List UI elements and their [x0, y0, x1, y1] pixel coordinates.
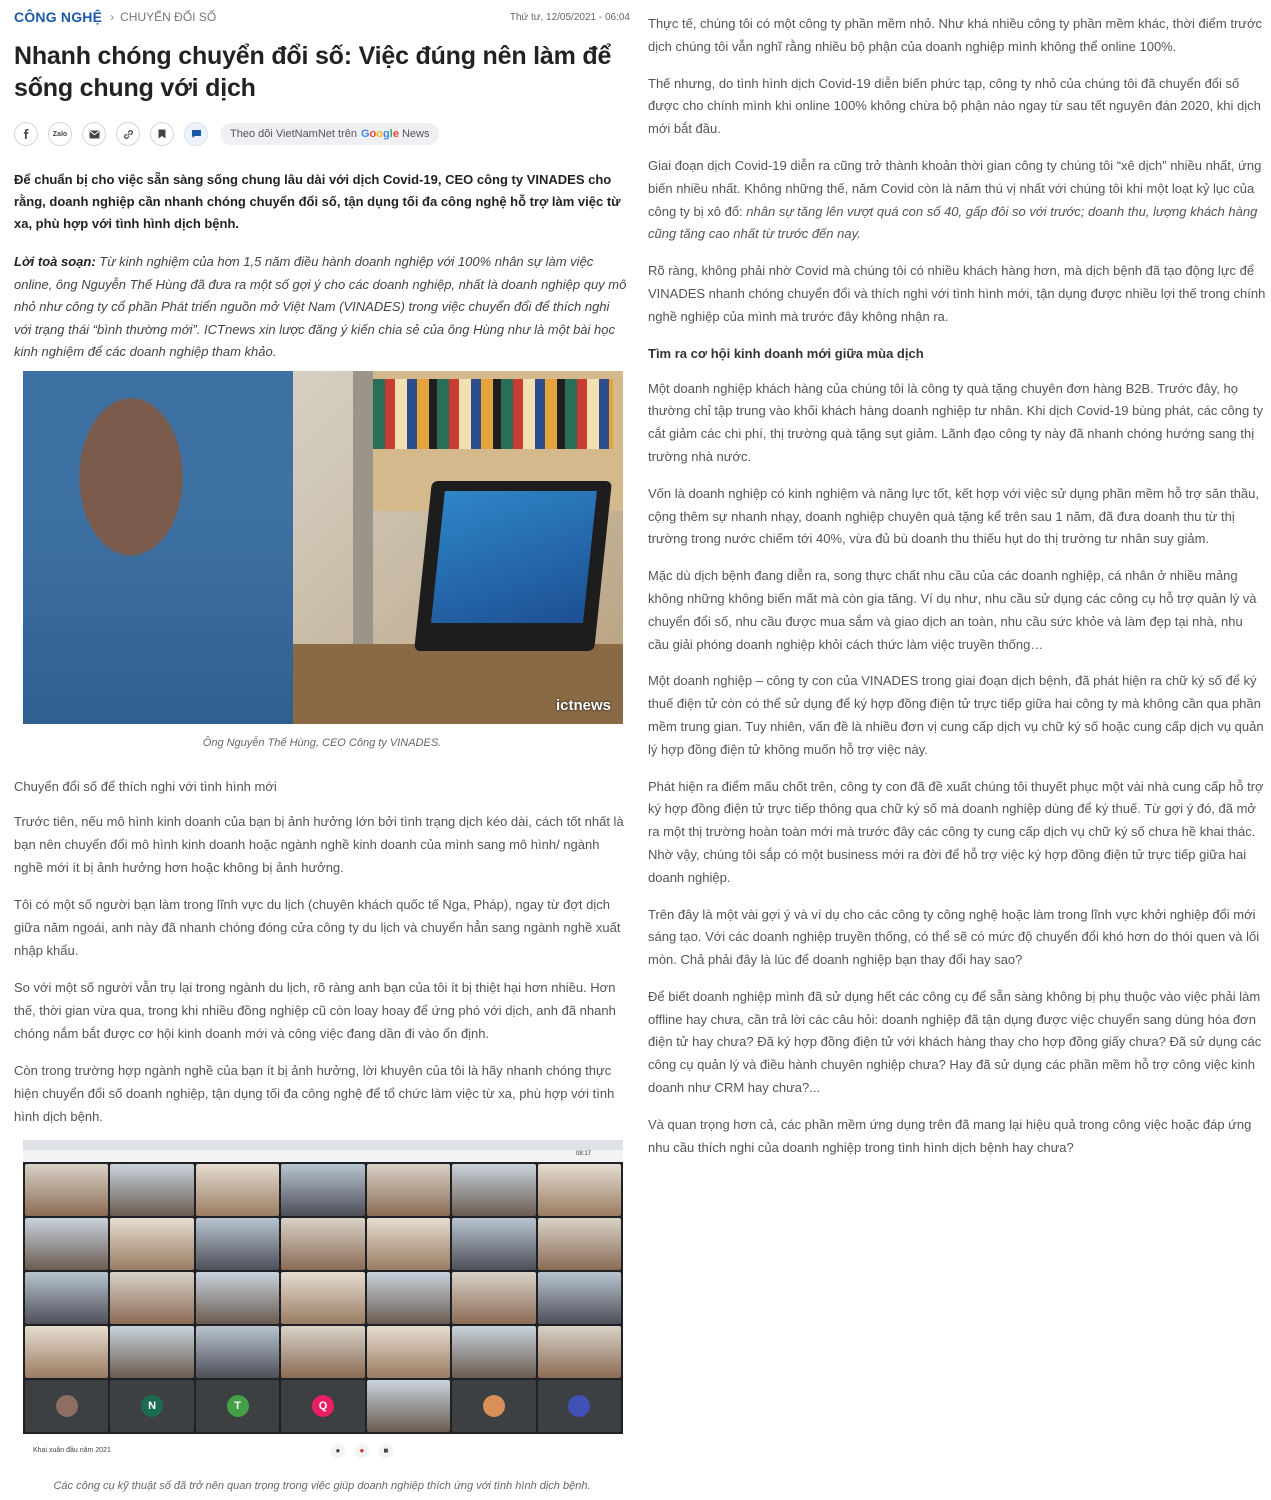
meeting-name: Khai xuân đầu năm 2021	[33, 1447, 111, 1454]
participant-tile	[367, 1380, 450, 1432]
avatar	[568, 1395, 590, 1417]
article-lead: Để chuẩn bị cho việc sẵn sàng sống chung lâu dài với dịch Covid-19, CEO công ty VINADES cho rằng, doanh nghiệp cần nhanh chóng chuyển đổi số, tận dụng tối đa công nghệ hỗ trợ làm việc từ xa, phù hợp với tình hình dịch bệnh.	[14, 172, 621, 231]
avatar: Q	[312, 1395, 334, 1417]
paragraph: Phát hiện ra điểm mấu chốt trên, công ty con đã đề xuất chúng tôi thuyết phục một vài nhà cung cấp hỗ trợ ký hợp đồng điện tử trực tiếp thông qua chữ ký số mà doanh nghiệp dùng để ký thuế. Từ gợi ý đó, đã mở ra một thị trường hoàn toàn mới mà trước đây các công ty cung cấp dịch vụ chữ ký số chưa hề khai thác. Nhờ vậy, chúng tôi sắp có một business mới ra đời để hỗ trợ việc ký hợp đồng điện tử trực tiếp giữa hai doanh nghiệp.	[648, 778, 1264, 885]
article-left-column	[14, 0, 630, 1492]
zalo-label: Zalo	[52, 130, 68, 138]
article-right-column	[648, 0, 1266, 1173]
paragraph: Một doanh nghiệp khách hàng của chúng tôi là công ty quà tặng chuyên đơn hàng B2B. Trước đây, họ thường chỉ tập trung vào khối khách hàng doanh nghiệp tư nhân. Khi dịch Covid-19 bùng phát, các công ty cắt giảm các chi phí, thị trường quà tặng sụt giảm. Lãnh đạo công ty này đã nhanh chóng hướng sang thị trường nhà nước.	[648, 380, 1263, 464]
editor-text: Từ kinh nghiệm của hơn 1,5 năm điều hành doanh nghiệp với 100% nhân sự làm việc online, ông Nguyễn Thế Hùng đã đưa ra một số gợi ý cho các doanh nghiệp, nhất là doanh nghiệp quy mô nhỏ như công ty cổ phần Phát triển nguồn mở Việt Nam (VINADES) trong việc chuyển đổi để thích nghi với trạng thái “bình thường mới”. ICTnews xin lược đăng ý kiến chia sẻ của ông Hùng như là một bài học kinh nghiệm để các doanh nghiệp tham khảo.	[14, 254, 627, 359]
paragraph: Rõ ràng, không phải nhờ Covid mà chúng tôi có nhiều khách hàng hơn, mà dịch bệnh đã tạo động lực để VINADES nhanh chóng chuyển đổi và thích nghi với tình hình mới, tận dụng được nhiều lợi thế trong chính nghề nghiệp của mình mà trước đây không nhận ra.	[648, 263, 1266, 324]
participant-tile	[25, 1218, 108, 1270]
editor-label: Lời toà soạn:	[14, 254, 96, 269]
participant-tile	[196, 1272, 279, 1324]
meeting-buttons	[331, 1444, 393, 1458]
paragraph: Còn trong trường hợp ngành nghề của bạn ít bị ảnh hưởng, lời khuyên của tôi là hãy nhanh chóng thực hiện chuyển đổi số doanh nghiệp, tận dụng tối đa công nghệ để tổ chức làm việc từ xa, phù hợp với tình hình dịch bệnh.	[14, 1063, 615, 1124]
google-logo: Google	[360, 128, 399, 140]
paragraph	[648, 155, 1266, 246]
paragraph: Tôi có một số người bạn làm trong lĩnh vực du lịch (chuyên khách quốc tế Nga, Pháp), ngay từ đợt dịch giữa năm ngoái, anh này đã nhanh chóng đóng cửa công ty du lịch và chuyển hẳn sang ngành nghề xuất nhập khẩu.	[14, 897, 621, 958]
participant-tile	[25, 1326, 108, 1378]
participant-tile	[110, 1164, 193, 1216]
participant-tile	[452, 1164, 535, 1216]
participant-tile	[452, 1218, 535, 1270]
comment-icon[interactable]	[184, 122, 208, 146]
participant-tile	[367, 1164, 450, 1216]
participant-tile	[281, 1272, 364, 1324]
mic-icon[interactable]: ●	[331, 1444, 345, 1458]
books	[373, 379, 613, 449]
paragraph: Vốn là doanh nghiệp có kinh nghiệm và năng lực tốt, kết hợp với việc sử dụng phần mềm hỗ trợ săn thầu, cộng thêm sự nhanh nhạy, doanh nghiệp chuyên quà tặng kể trên sau 1 năm, đã đưa doanh thu từ thị trường trong nước chiếm tới 40%, vừa đủ bù doanh thu thiếu hụt do thị trường tư nhân suy giảm.	[648, 485, 1260, 547]
participant-tile	[367, 1272, 450, 1324]
participant-tile	[281, 1380, 364, 1432]
chevron-right-icon: ›	[110, 10, 115, 24]
photo-caption: Các công cụ kỹ thuật số đã trở nên quan trọng trong việc giúp doanh nghiệp thích ứng với tình hình dịch bệnh.	[53, 1480, 591, 1492]
participant-tile	[367, 1218, 450, 1270]
ceo-photo	[23, 371, 623, 724]
article-title: Nhanh chóng chuyển đổi số: Việc đúng nên làm để sống chung với dịch	[14, 42, 612, 102]
video-meeting-screenshot	[23, 1140, 623, 1467]
section-heading: Chuyển đổi số để thích nghi với tình hình mới	[14, 779, 277, 794]
category-link[interactable]: CÔNG NGHỆ	[14, 9, 103, 25]
article-body-left	[14, 775, 630, 1142]
participant-tile	[538, 1272, 621, 1324]
participant-tile	[452, 1272, 535, 1324]
participant-tile	[25, 1164, 108, 1216]
photo-caption: Ông Nguyễn Thế Hùng, CEO Công ty VINADES.	[202, 737, 442, 749]
editor-note	[14, 251, 630, 364]
paragraph: Trên đây là một vài gợi ý và ví dụ cho các công ty công nghệ hoặc làm trong lĩnh vực khởi nghiệp đổi mới sáng tạo. Với các doanh nghiệp truyền thống, có thể sẽ có mức độ chuyển đổi khó hơn do thói quen và lối mòn. Chả phải đây là lúc để doanh nghiệp bạn thay đổi hay sao?	[648, 906, 1260, 968]
participant-tile	[196, 1218, 279, 1270]
follow-google-news-button[interactable]	[220, 123, 439, 145]
participant-tile	[281, 1164, 364, 1216]
participant-tile	[452, 1326, 535, 1378]
laptop-screen	[431, 491, 597, 623]
paragraph: Thực tế, chúng tôi có một công ty phần mềm nhỏ. Như khá nhiều công ty phần mềm khác, thời điểm trước dịch chúng tôi vẫn nghĩ rằng nhiều bộ phận của doanh nghiệp mình không thể online 100%.	[648, 16, 1263, 54]
participant-tile	[538, 1164, 621, 1216]
participant-tile	[538, 1380, 621, 1432]
laptop	[414, 481, 612, 651]
avatar: N	[141, 1395, 163, 1417]
paragraph: Mặc dù dịch bệnh đang diễn ra, song thực chất nhu cầu của các doanh nghiệp, cá nhân ở nhiều mảng không những không biến mất mà còn gia tăng. Ví dụ như, nhu cầu sử dụng các công cụ hỗ trợ quản lý và chuyển đổi số, nhu cầu được mua sắm và giao dịch an toàn, nhu cầu sức khỏe và làm đẹp tại nhà, nhu cầu giải phóng doanh nghiệp khỏi cách thức làm việc truyền thống…	[648, 568, 1257, 652]
ictnews-watermark: ictnews	[555, 697, 611, 714]
avatar: T	[227, 1395, 249, 1417]
browser-chrome	[23, 1140, 623, 1162]
share-bar	[14, 120, 630, 148]
participant-tile	[281, 1218, 364, 1270]
camera-icon[interactable]: ■	[379, 1444, 393, 1458]
participant-tile	[196, 1380, 279, 1432]
hangup-icon[interactable]: ●	[355, 1444, 369, 1458]
participant-tile	[110, 1326, 193, 1378]
participant-tile	[196, 1164, 279, 1216]
paragraph: Một doanh nghiệp – công ty con của VINADES trong giai đoạn dịch bệnh, đã phát hiện ra chữ ký số để ký thuế điện tử còn có thể sử dụng để ký hợp đồng điện tử trực tiếp giữa hai công ty mà không cần qua phần mềm trung gian. Tuy nhiên, vấn đề là nhiều đơn vị cung cấp dịch vụ chữ ký số hoặc cung cấp dịch vụ quản lý hợp đồng điện tử không muốn hỗ trợ việc này.	[648, 673, 1264, 757]
participant-tile	[196, 1326, 279, 1378]
meeting-clock: 08:17	[575, 1151, 591, 1157]
participant-tile	[452, 1380, 535, 1432]
breadcrumb	[14, 0, 630, 34]
avatar	[56, 1395, 78, 1417]
paragraph: So với một số người vẫn trụ lại trong ngành du lịch, rõ ràng anh bạn của tôi ít bị thiệt hại hơn nhiều. Hơn thế, thời gian vừa qua, trong khi nhiều đồng nghiệp cũ còn loay hoay để ứng phó với dịch, anh đã nhanh chóng nắm bắt được cơ hội kinh doanh mới và công việc đang dần đi vào ổn định.	[14, 980, 616, 1041]
participant-grid	[23, 1162, 623, 1434]
participant-tile	[25, 1272, 108, 1324]
participant-tile	[367, 1326, 450, 1378]
zalo-icon[interactable]	[48, 122, 72, 146]
paragraph: Thế nhưng, do tình hình dịch Covid-19 diễn biến phức tạp, công ty nhỏ của chúng tôi đã chuyển đổi số được cho chính mình khi online 100% không chừa bộ phận nào ngay từ sau tết nguyên đán 2020, khi dịch mới bắt đầu.	[648, 75, 1261, 137]
bookmark-icon[interactable]	[150, 122, 174, 146]
browser-tabbar	[23, 1140, 623, 1150]
paragraph-text: Giai đoạn dịch Covid-19 diễn ra cũng trở thành khoản thời gian công ty chúng tôi “xê dịch” nhiều nhất, ứng biến nhiều nhất. Không những thế, năm Covid còn là năm thú vị nhất với chúng tôi khi một loạt kỷ lục của công ty bị xô đổ:	[648, 157, 1262, 219]
link-icon[interactable]	[116, 122, 140, 146]
follow-text: Theo dõi VietNamNet trên	[230, 128, 357, 140]
publish-date: Thứ tư, 12/05/2021 - 06:04	[509, 11, 630, 23]
participant-tile	[281, 1326, 364, 1378]
meeting-controls	[23, 1434, 623, 1467]
paragraph: Để biết doanh nghiệp mình đã sử dụng hết các công cụ để sẵn sàng không bị phụ thuộc vào việc phải làm offline hay chưa, cần trả lời các câu hỏi: doanh nghiệp đã tận dụng được việc chuyển sang dùng hóa đơn điện tử hay chưa? Đã ký hợp đồng điện tử với khách hàng thay cho hợp đồng giấy chưa? Đã sử dụng các công cụ quản lý và điều hành chuyên nghiệp chưa? Hay đã sử dụng các phần mềm hỗ trợ công việc kinh doanh như CRM hay chưa?...	[648, 988, 1262, 1096]
paragraph: Và quan trọng hơn cả, các phần mềm ứng dụng trên đã mang lại hiệu quả trong công việc hoặc đáp ứng nhu cầu thích nghi của doanh nghiệp trong tình hình dịch bệnh hay chưa?	[648, 1116, 1252, 1155]
person-silhouette	[23, 371, 293, 724]
participant-tile	[538, 1326, 621, 1378]
avatar	[483, 1395, 505, 1417]
news-label: News	[401, 128, 430, 140]
mail-icon[interactable]	[82, 122, 106, 146]
section-heading: Tìm ra cơ hội kinh doanh mới giữa mùa dịch	[648, 345, 924, 361]
paragraph: Trước tiên, nếu mô hình kinh doanh của bạn bị ảnh hưởng lớn bởi tình trạng dịch kéo dài, cách tốt nhất là bạn nên chuyển đổi mô hình kinh doanh hoặc ngành nghề kinh doanh của mình sang mô hình/ ngành nghề mới ít bị ảnh hưởng hơn hoặc không bị ảnh hưởng.	[14, 814, 624, 875]
paragraph-italic: nhân sự tăng lên vượt quá con số 40, gấp đôi so với trước; doanh thu, lượng khách hàng cũng tăng cao nhất từ trước đến nay.	[648, 203, 1258, 242]
participant-tile	[110, 1218, 193, 1270]
participant-tile	[110, 1272, 193, 1324]
participant-tile	[538, 1218, 621, 1270]
participant-tile	[25, 1380, 108, 1432]
participant-tile	[110, 1380, 193, 1432]
subcategory-link[interactable]: CHUYỂN ĐỔI SỐ	[120, 10, 217, 24]
facebook-icon[interactable]	[14, 122, 38, 146]
